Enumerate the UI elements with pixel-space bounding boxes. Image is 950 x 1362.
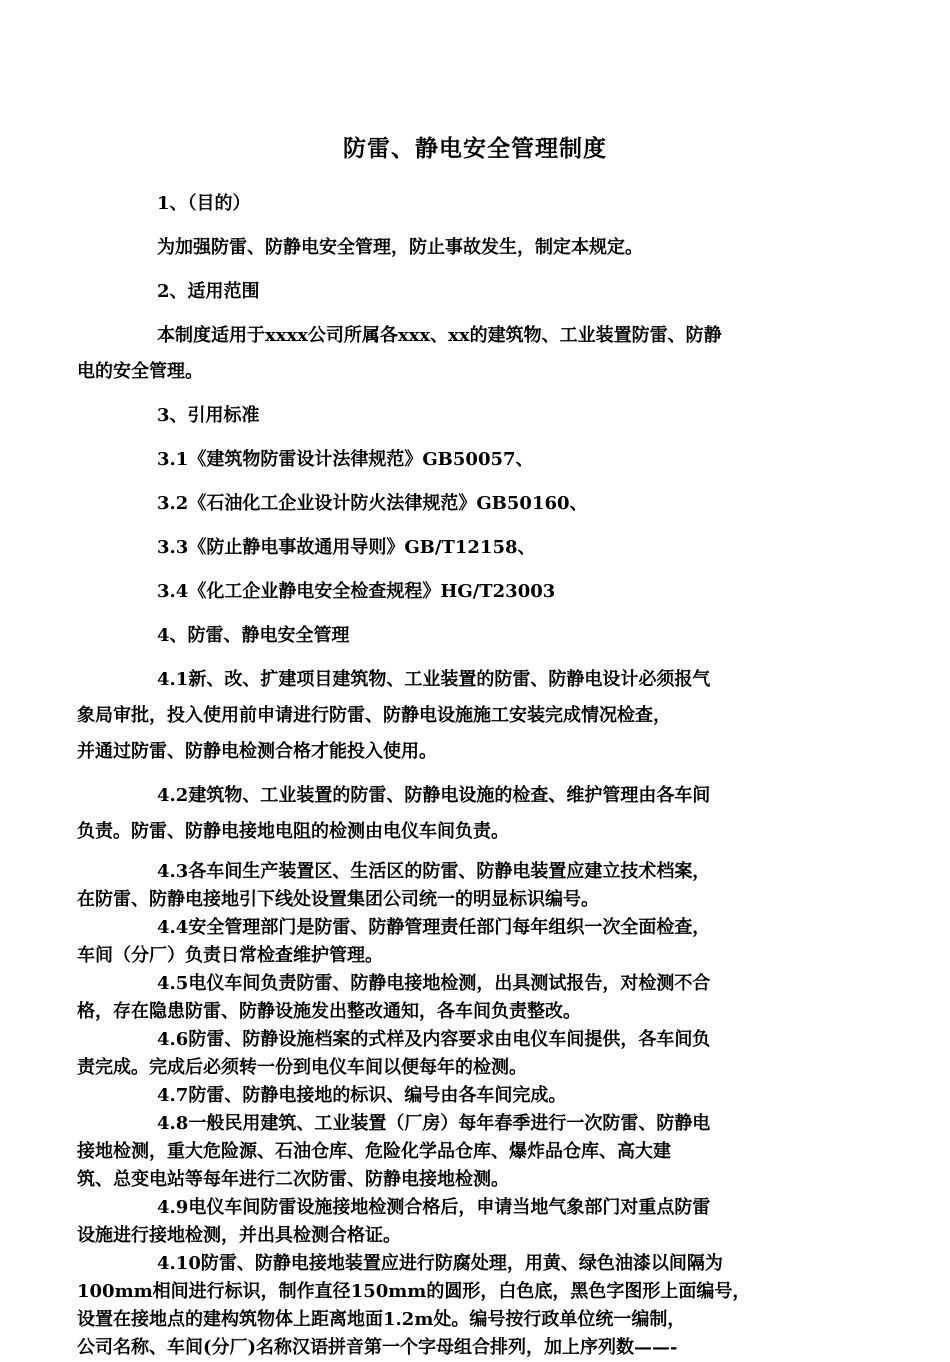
section-heading-1: 1、（目的） [157, 193, 251, 214]
paragraph-4-5: 4.5电仪车间负责防雷、防静电接地检测，出具测试报告，对检测不合 格，存在隐患防雷、防静设施发出整改通知，各车间负责整改。 [77, 973, 711, 1022]
paragraph-4-10: 4.10防雷、防静电接地装置应进行防腐处理，用黄、绿色油漆以间隔为 100mm相间进行标识，制作直径150mm的圆形，白色底，黑色字图形上面编号， 设置在接地点的建构筑物体上距离地面1.2m处。编号按行政单位统一编制， 公司名称、车间(分厂)名称汉语拼音第一个字母组合排列，加上序列数——- [77, 1253, 751, 1358]
paragraph-scope: 本制度适用于xxxx公司所属各xxx、xx的建筑物、工业装置防雷、防静 电的安全管理。 [77, 325, 722, 382]
paragraph-4-4: 4.4安全管理部门是防雷、防静管理责任部门每年组织一次全面检查， 车间（分厂）负责日常检查维护管理。 [77, 917, 711, 966]
paragraph-4-6: 4.6防雷、防静设施档案的式样及内容要求由电仪车间提供，各车间负 责完成。完成后必须转一份到电仪车间以便每年的检测。 [77, 1029, 711, 1078]
standard-3-2: 3.2《石油化工企业设计防火法律规范》GB50160、 [157, 493, 588, 514]
paragraph-4-3: 4.3各车间生产装置区、生活区的防雷、防静电装置应建立技术档案， 在防雷、防静电接地引下线处设置集团公司统一的明显标识编号。 [77, 861, 711, 910]
paragraph-4-9: 4.9电仪车间防雷设施接地检测合格后，申请当地气象部门对重点防雷 设施进行接地检测，并出具检测合格证。 [77, 1197, 711, 1246]
paragraph-4-1: 4.1新、改、扩建项目建筑物、工业装置的防雷、防静电设计必须报气 象局审批，投入使用前申请进行防雷、防静电设施施工安装完成情况检查， 并通过防雷、防静电检测合格才能投入使用。 [77, 669, 711, 762]
paragraph-4-2: 4.2建筑物、工业装置的防雷、防静电设施的检查、维护管理由各车间 负责。防雷、防静电接地电阻的检测由电仪车间负责。 [77, 785, 711, 842]
section-heading-2: 2、适用范围 [157, 281, 260, 302]
standard-3-3: 3.3《防止静电事故通用导则》GB/T12158、 [157, 537, 536, 558]
paragraph-4-7: 4.7防雷、防静电接地的标识、编号由各车间完成。 [157, 1085, 567, 1106]
paragraph-4-8: 4.8一般民用建筑、工业装置（厂房）每年春季进行一次防雷、防静电 接地检测，重大危险源、石油仓库、危险化学品仓库、爆炸品仓库、高大建 筑、总变电站等每年进行二次防雷、防静电接地检测。 [77, 1113, 711, 1190]
document-title: 防雷、静电安全管理制度 [343, 135, 607, 162]
section-heading-4: 4、防雷、静电安全管理 [157, 625, 350, 646]
section-heading-3: 3、引用标准 [157, 405, 260, 426]
document-body [77, 186, 862, 1362]
standard-3-1: 3.1《建筑物防雷设计法律规范》GB50057、 [157, 449, 534, 470]
standard-3-4: 3.4《化工企业静电安全检查规程》HG/T23003 [157, 581, 556, 602]
paragraph-purpose: 为加强防雷、防静电安全管理，防止事故发生，制定本规定。 [157, 237, 643, 258]
